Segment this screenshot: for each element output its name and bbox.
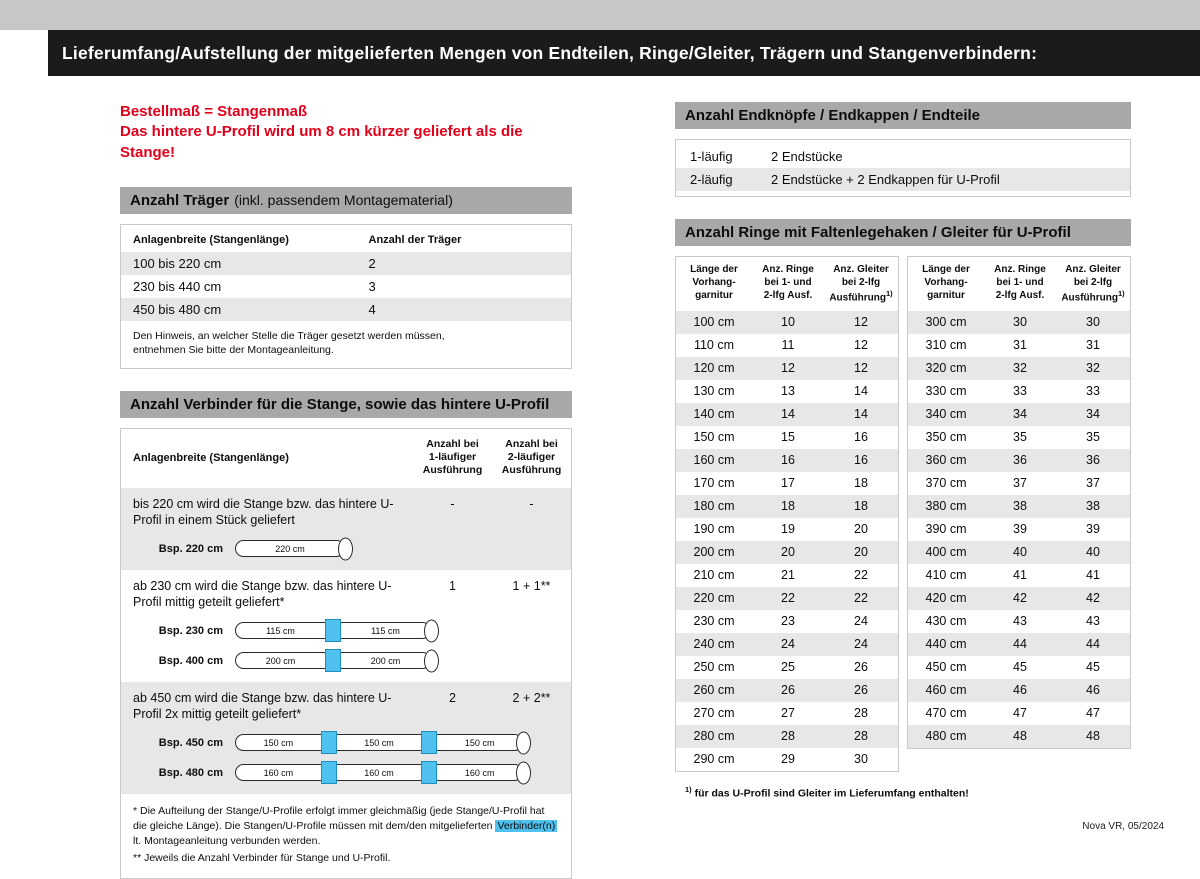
- table-row: [676, 610, 898, 633]
- example-label: Bsp. 230 cm: [158, 624, 223, 637]
- connector-icon: [321, 731, 337, 754]
- verbinder-section-bis-220: [121, 488, 571, 570]
- connector-icon: [325, 649, 341, 672]
- rod-segment: 160 cm: [263, 767, 294, 778]
- table-row: [676, 541, 898, 564]
- cell-endstuecke: 2 Endstücke: [771, 149, 843, 164]
- cell-laenge: 360 cm: [925, 453, 967, 468]
- ring-footnote: $^{1)}$ für das U-Profil sind Gleiter im Lieferumfang enthalten!: [685, 785, 969, 800]
- cell-gleiter: 37: [1086, 476, 1100, 491]
- column-header-anlagenbreite: Anlagenbreite (Stangenlänge): [133, 233, 289, 246]
- cell-ringe: 34: [1013, 407, 1027, 422]
- cell-laenge: 430 cm: [925, 614, 967, 629]
- count-1-laeufig: 1: [449, 578, 456, 593]
- ring-table-left: [675, 256, 899, 772]
- section-row: [121, 578, 571, 611]
- ring-table-header: [676, 257, 898, 311]
- cell-laenge: 190 cm: [693, 522, 735, 537]
- section-header-ringe-text: Anzahl Ringe mit Faltenlegehaken / Gleiter für U-Profil: [685, 224, 1071, 241]
- column-header-anzahl-traeger: Anzahl der Träger: [368, 233, 462, 246]
- cell-gleiter: 26: [854, 683, 868, 698]
- cell-gleiter: 16: [854, 453, 868, 468]
- cell-gleiter: 43: [1086, 614, 1100, 629]
- example-label: Bsp. 480 cm: [158, 766, 223, 779]
- ring-table-right: [907, 256, 1131, 749]
- rod-segment: 160 cm: [464, 767, 495, 778]
- cell-laenge: 260 cm: [693, 683, 735, 698]
- rod-diagram-400: [235, 652, 431, 669]
- end-knob-icon: [424, 649, 439, 672]
- cell-gleiter: 48: [1086, 729, 1100, 744]
- cell-laenge: 160 cm: [693, 453, 735, 468]
- verbinder-section-ab-230: [121, 570, 571, 682]
- cell-ringe: 42: [1013, 591, 1027, 606]
- column-header-laenge: Länge der Vorhang- garnitur: [922, 264, 970, 301]
- table-row: [908, 725, 1130, 748]
- cell-gleiter: 47: [1086, 706, 1100, 721]
- cell-gleiter: 12: [854, 338, 868, 353]
- right-column: [675, 102, 1131, 800]
- table-row: [908, 518, 1130, 541]
- cell-laenge: 440 cm: [925, 637, 967, 652]
- cell-laenge: 220 cm: [693, 591, 735, 606]
- table-row: [676, 380, 898, 403]
- example-row-400: [121, 646, 571, 676]
- column-header-1-laeufig: Anzahl bei 1-läufiger Ausführung: [422, 438, 483, 477]
- table-row: [908, 587, 1130, 610]
- cell-laenge: 450 cm: [925, 660, 967, 675]
- section-header-traeger-rest: (inkl. passendem Montagematerial): [234, 191, 453, 208]
- cell-ringe: 33: [1013, 384, 1027, 399]
- cell-count: 2: [368, 255, 376, 271]
- table-row: [908, 472, 1130, 495]
- cell-ringe: 10: [781, 315, 795, 330]
- cell-ringe: 15: [781, 430, 795, 445]
- column-header-ringe: Anz. Ringe bei 1- und 2-lfg Ausf.: [762, 264, 814, 301]
- connector-icon: [421, 731, 437, 754]
- example-row-450: [121, 728, 571, 758]
- cell-laenge: 460 cm: [925, 683, 967, 698]
- table-row: [676, 518, 898, 541]
- example-label: Bsp. 400 cm: [158, 654, 223, 667]
- cell-ringe: 20: [781, 545, 795, 560]
- cell-ringe: 35: [1013, 430, 1027, 445]
- cell-gleiter: 24: [854, 614, 868, 629]
- footnote-marker: 1): [1117, 289, 1125, 298]
- cell-gleiter: 42: [1086, 591, 1100, 606]
- cell-laenge: 370 cm: [925, 476, 967, 491]
- notice-line-1: Bestellmaß = Stangenmaß: [120, 103, 308, 120]
- cell-ringe: 29: [781, 752, 795, 767]
- cell-gleiter: 12: [854, 315, 868, 330]
- table-row: [676, 311, 898, 334]
- table-row: [676, 449, 898, 472]
- cell-gleiter: 34: [1086, 407, 1100, 422]
- rod-segment: 150 cm: [263, 737, 294, 748]
- cell-ringe: 27: [781, 706, 795, 721]
- example-row-230: [121, 616, 571, 646]
- cell-ringe: 44: [1013, 637, 1027, 652]
- cell-gleiter: 36: [1086, 453, 1100, 468]
- section-header-endteile-text: Anzahl Endknöpfe / Endkappen / Endteile: [685, 107, 981, 124]
- rod-segment: 160 cm: [364, 767, 394, 778]
- footnote-marker: 1): [885, 289, 893, 298]
- table-row: [121, 298, 571, 321]
- cell-laenge: 480 cm: [925, 729, 967, 744]
- verbinder-section-ab-450: [121, 682, 571, 794]
- cell-ringe: 19: [781, 522, 795, 537]
- table-row: [676, 334, 898, 357]
- cell-gleiter: 33: [1086, 384, 1100, 399]
- cell-ringe: 39: [1013, 522, 1027, 537]
- section-header-verbinder: [120, 391, 572, 418]
- table-row: [908, 656, 1130, 679]
- cell-gleiter: 26: [854, 660, 868, 675]
- table-row: [676, 748, 898, 771]
- cell-gleiter: 20: [854, 522, 868, 537]
- count-1-laeufig: 2: [449, 690, 456, 705]
- cell-gleiter: 22: [854, 568, 868, 583]
- document-title-bar: [48, 30, 1200, 76]
- left-column: [120, 102, 572, 879]
- column-header-laenge: Länge der Vorhang- garnitur: [690, 264, 738, 301]
- cell-gleiter: 45: [1086, 660, 1100, 675]
- table-row: [676, 633, 898, 656]
- cell-ringe: 25: [781, 660, 795, 675]
- ring-tables: [675, 256, 1131, 772]
- table-row: [676, 679, 898, 702]
- ring-table-header: [908, 257, 1130, 311]
- cell-laenge: 200 cm: [693, 545, 735, 560]
- cell-gleiter: 18: [854, 499, 868, 514]
- table-row: [676, 656, 898, 679]
- cell-ringe: 30: [1013, 315, 1027, 330]
- verbinder-table: [120, 428, 572, 879]
- cell-ringe: 18: [781, 499, 795, 514]
- cell-ringe: 13: [781, 384, 795, 399]
- cell-gleiter: 40: [1086, 545, 1100, 560]
- cell-ringe: 12: [781, 361, 795, 376]
- cell-gleiter: 12: [854, 361, 868, 376]
- cell-ringe: 46: [1013, 683, 1027, 698]
- cell-ringe: 21: [781, 568, 795, 583]
- table-row: [676, 587, 898, 610]
- table-row: [908, 610, 1130, 633]
- section-header-verbinder-text: Anzahl Verbinder für die Stange, sowie das hintere U-Profil: [130, 396, 550, 414]
- cell-laenge: 380 cm: [925, 499, 967, 514]
- end-knob-icon: [424, 619, 439, 642]
- footnote-2: ** Jeweils die Anzahl Verbinder für Stange und U-Profil.: [133, 852, 391, 865]
- cell-laenge: 390 cm: [925, 522, 967, 537]
- table-row: [908, 541, 1130, 564]
- rod-segment: 200 cm: [370, 655, 401, 666]
- verbinder-footnotes: [121, 794, 571, 879]
- cell-ringe: 32: [1013, 361, 1027, 376]
- cell-ringe: 45: [1013, 660, 1027, 675]
- highlighted-verbinder-text: Verbinder(n): [497, 819, 556, 832]
- rod-diagram-450: [235, 734, 523, 751]
- section-row: [121, 690, 571, 723]
- cell-gleiter: 22: [854, 591, 868, 606]
- table-row: [676, 702, 898, 725]
- footnote-1: * Die Aufteilung der Stange/U-Profile erfolgt immer gleichmäßig (jede Stange/U-Profil hat die gleiche Länge). Die Stangen/U-Profile müssen mit dem/den mitgelieferten Verbinder(n) lt. Montageanleitung verbunden werden.: [133, 804, 556, 847]
- cell-gleiter: 18: [854, 476, 868, 491]
- cell-laeufig-type: 1-läufig: [690, 149, 733, 164]
- table-row: [676, 564, 898, 587]
- section-description: ab 450 cm wird die Stange bzw. das hintere U-Profil 2x mittig geteilt geliefert*: [133, 690, 392, 721]
- cell-laenge: 420 cm: [925, 591, 967, 606]
- rod-diagram-220: [235, 540, 345, 557]
- cell-laenge: 320 cm: [925, 361, 967, 376]
- cell-gleiter: 32: [1086, 361, 1100, 376]
- table-row: [676, 725, 898, 748]
- cell-gleiter: 38: [1086, 499, 1100, 514]
- rod-segment: 150 cm: [364, 737, 394, 748]
- cell-laenge: 150 cm: [693, 430, 735, 445]
- table-row: [121, 252, 571, 275]
- table-row: [676, 357, 898, 380]
- cell-ringe: 14: [781, 407, 795, 422]
- cell-laenge: 330 cm: [925, 384, 967, 399]
- cell-laenge: 470 cm: [925, 706, 967, 721]
- cell-laenge: 100 cm: [693, 315, 735, 330]
- cell-gleiter: 31: [1086, 338, 1100, 353]
- footnote-marker: 1): [685, 785, 692, 795]
- cell-endstuecke: 2 Endstücke + 2 Endkappen für U-Profil: [771, 172, 1000, 187]
- endteile-table-body: [676, 145, 1130, 191]
- cell-laenge: 290 cm: [693, 752, 735, 767]
- column-header-gleiter: Anz. Gleiter bei 2-lfg Ausführung$^{1)}$: [1061, 264, 1125, 304]
- cell-range: 230 bis 440 cm: [133, 278, 222, 294]
- cell-ringe: 48: [1013, 729, 1027, 744]
- section-description: bis 220 cm wird die Stange bzw. das hintere U-Profil in einem Stück geliefert: [133, 496, 394, 527]
- section-row: [121, 496, 571, 529]
- cell-laenge: 110 cm: [693, 338, 735, 353]
- cell-laenge: 350 cm: [925, 430, 967, 445]
- table-row: [908, 357, 1130, 380]
- end-knob-icon: [338, 537, 353, 560]
- rod-segment: 115 cm: [371, 625, 400, 636]
- cell-ringe: 43: [1013, 614, 1027, 629]
- cell-laenge: 120 cm: [693, 361, 735, 376]
- cell-laenge: 170 cm: [693, 476, 735, 491]
- page-top-margin: [0, 0, 1200, 30]
- cell-laenge: 230 cm: [693, 614, 735, 629]
- section-header-endteile: [675, 102, 1131, 129]
- count-1-laeufig: -: [450, 496, 455, 511]
- table-row: [908, 403, 1130, 426]
- table-row: [676, 403, 898, 426]
- rod-segment: 220 cm: [275, 543, 305, 554]
- cell-laenge: 180 cm: [693, 499, 735, 514]
- column-header-ringe: Anz. Ringe bei 1- und 2-lfg Ausf.: [994, 264, 1046, 301]
- cell-laenge: 140 cm: [693, 407, 735, 422]
- table-row: [676, 145, 1130, 168]
- table-row: [908, 564, 1130, 587]
- ring-table-body: [908, 311, 1130, 748]
- column-header-anlagenbreite: Anlagenbreite (Stangenlänge): [133, 451, 289, 464]
- table-row: [908, 702, 1130, 725]
- table-row: [908, 426, 1130, 449]
- table-row: [908, 334, 1130, 357]
- cell-laenge: 400 cm: [925, 545, 967, 560]
- cell-gleiter: 16: [854, 430, 868, 445]
- rod-diagram-230: [235, 622, 431, 639]
- end-knob-icon: [516, 761, 531, 784]
- ring-table-body: [676, 311, 898, 771]
- cell-ringe: 31: [1013, 338, 1027, 353]
- table-row: [908, 633, 1130, 656]
- cell-range: 450 bis 480 cm: [133, 301, 222, 317]
- cell-gleiter: 46: [1086, 683, 1100, 698]
- count-2-laeufig: 2 + 2**: [512, 690, 551, 705]
- cell-laenge: 250 cm: [693, 660, 735, 675]
- example-row-220: [121, 534, 571, 564]
- column-header-gleiter: Anz. Gleiter bei 2-lfg Ausführung$^{1)}$: [829, 264, 893, 304]
- cell-laenge: 300 cm: [925, 315, 967, 330]
- connector-icon: [321, 761, 337, 784]
- table-row: [676, 426, 898, 449]
- section-header-traeger: [120, 187, 572, 214]
- cell-ringe: 26: [781, 683, 795, 698]
- cell-ringe: 36: [1013, 453, 1027, 468]
- rod-segment: 150 cm: [464, 737, 495, 748]
- cell-ringe: 23: [781, 614, 795, 629]
- rod-diagram-480: [235, 764, 523, 781]
- cell-ringe: 11: [781, 338, 795, 353]
- connector-icon: [325, 619, 341, 642]
- example-label: Bsp. 220 cm: [158, 542, 223, 555]
- cell-gleiter: 41: [1086, 568, 1100, 583]
- cell-gleiter: 39: [1086, 522, 1100, 537]
- table-row: [121, 275, 571, 298]
- cell-ringe: 38: [1013, 499, 1027, 514]
- table-row: [908, 311, 1130, 334]
- section-header-ringe: [675, 219, 1131, 246]
- red-notice: [120, 102, 572, 163]
- cell-ringe: 41: [1013, 568, 1027, 583]
- cell-laenge: 210 cm: [693, 568, 735, 583]
- table-row: [676, 168, 1130, 191]
- table-row: [908, 495, 1130, 518]
- cell-laenge: 310 cm: [925, 338, 967, 353]
- rod-segment: 200 cm: [265, 655, 296, 666]
- section-description: ab 230 cm wird die Stange bzw. das hintere U-Profil mittig geteilt geliefert*: [133, 578, 392, 609]
- cell-ringe: 37: [1013, 476, 1027, 491]
- cell-count: 3: [368, 278, 376, 294]
- cell-gleiter: 35: [1086, 430, 1100, 445]
- example-label: Bsp. 450 cm: [158, 736, 223, 749]
- end-knob-icon: [516, 731, 531, 754]
- cell-gleiter: 14: [854, 384, 868, 399]
- cell-gleiter: 20: [854, 545, 868, 560]
- table-row: [908, 449, 1130, 472]
- cell-laenge: 130 cm: [693, 384, 735, 399]
- cell-count: 4: [368, 301, 376, 317]
- table-row: [908, 380, 1130, 403]
- cell-ringe: 40: [1013, 545, 1027, 560]
- cell-gleiter: 24: [854, 637, 868, 652]
- notice-line-2: Das hintere U-Profil wird um 8 cm kürzer geliefert als die Stange!: [120, 123, 523, 161]
- traeger-note: Den Hinweis, an welcher Stelle die Träger gesetzt werden müssen, entnehmen Sie bitte der Montageanleitung.: [133, 329, 445, 357]
- cell-gleiter: 14: [854, 407, 868, 422]
- page-title: Lieferumfang/Aufstellung der mitgelieferten Mengen von Endteilen, Ringe/Gleiter, Trägern und Stangenverbindern:: [62, 42, 1038, 63]
- example-row-480: [121, 758, 571, 788]
- cell-laenge: 410 cm: [925, 568, 967, 583]
- cell-gleiter: 28: [854, 729, 868, 744]
- traeger-table-header: [121, 225, 571, 252]
- document-version: Nova VR, 05/2024: [1082, 821, 1164, 832]
- count-2-laeufig: -: [529, 496, 534, 511]
- table-row: [908, 679, 1130, 702]
- connector-icon: [421, 761, 437, 784]
- cell-ringe: 28: [781, 729, 795, 744]
- cell-gleiter: 28: [854, 706, 868, 721]
- column-header-2-laeufig: Anzahl bei 2-läufiger Ausführung: [501, 438, 562, 477]
- cell-laenge: 280 cm: [693, 729, 735, 744]
- cell-gleiter: 30: [854, 752, 868, 767]
- cell-ringe: 17: [781, 476, 795, 491]
- cell-ringe: 47: [1013, 706, 1027, 721]
- cell-ringe: 16: [781, 453, 795, 468]
- traeger-table: [120, 224, 572, 369]
- cell-laenge: 340 cm: [925, 407, 967, 422]
- count-2-laeufig: 1 + 1**: [512, 578, 551, 593]
- cell-laenge: 270 cm: [693, 706, 735, 721]
- cell-gleiter: 44: [1086, 637, 1100, 652]
- table-row: [676, 495, 898, 518]
- cell-ringe: 24: [781, 637, 795, 652]
- cell-laeufig-type: 2-läufig: [690, 172, 733, 187]
- endteile-table: [675, 139, 1131, 197]
- cell-range: 100 bis 220 cm: [133, 255, 222, 271]
- table-row: [676, 472, 898, 495]
- traeger-table-body: [121, 252, 571, 321]
- cell-laenge: 240 cm: [693, 637, 735, 652]
- cell-ringe: 22: [781, 591, 795, 606]
- rod-segment: 115 cm: [266, 625, 295, 636]
- section-header-traeger-bold: Anzahl Träger: [130, 191, 230, 209]
- verbinder-table-header: [121, 429, 571, 487]
- cell-gleiter: 30: [1086, 315, 1100, 330]
